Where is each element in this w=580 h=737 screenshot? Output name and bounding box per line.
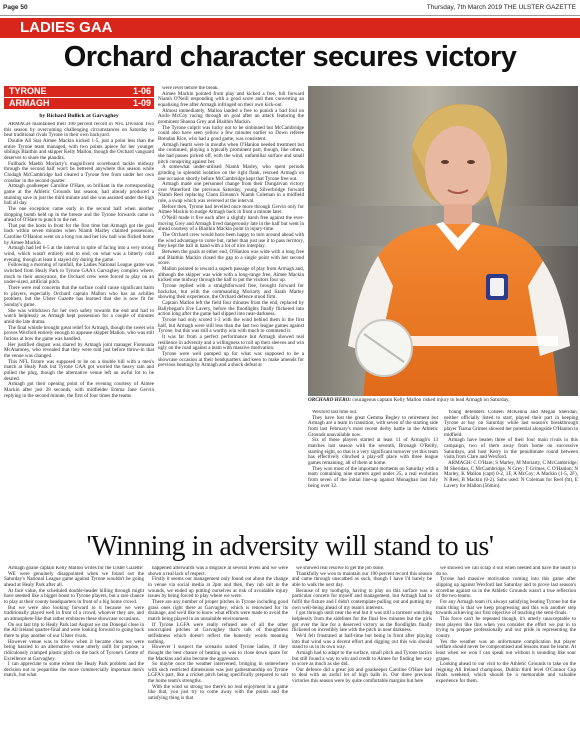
- article-paragraph: I can appreciate to some extent the Healy Park problem and the decision not to jeopardise the more commercially important men's match, but what: [4, 661, 144, 679]
- page-number: Page 50: [3, 4, 28, 11]
- article-paragraph: The final whistle brought great relief for Armagh, though the sweet win proves Wexford entirely enough to appease skipper Mallon, who was still furious at how the game was handled.: [4, 324, 154, 342]
- article-column-1: [4, 122, 154, 524]
- article-paragraph: Six of those players started at least 11 of Armagh's 13 matches last season with the seventh, Bronagh O'Reilly, starting eight, so that is a very significant turnover yet this team has effectively clinched a play-off place with three league games remaining, all of them at home.: [308, 437, 438, 466]
- article-paragraph: If Tyrone LGFA were really refused use of all the other unoccupied pitches at Garvaghey that's talk of thoughtless selfishness which doesn't reflect the honestly words meaning nothing.: [148, 621, 288, 645]
- article-paragraph: Aimee Mackin pointed from play and kicked a free, full forward Niamh O'Neill responding with a good score and then converting an equalising free after Armagh infringed on their own kick-out.: [158, 90, 304, 108]
- article-column-2: [158, 86, 304, 524]
- article-paragraph: Between the goals at either end, O'Hanlon was wide with a long free and Blaithin Mackin closed the gap to a single point with her second score.: [158, 249, 304, 267]
- article-paragraph: Tyrone replied with a straightforward free, brought forward for backchat, but with the commanding Moriarty and Sarah Marley showing their experience, the Orchard defence stood firm.: [158, 282, 304, 301]
- article-paragraph: With the wind so strong too there's no real enjoyment in a game like that, you just try to come away with the points and the satisfying thing is that: [148, 683, 288, 702]
- article-paragraph: ARMAGH maintained their 100 percent record in NFL Division Two this season by overcoming challenging circumstances on Saturday to beat traditional rivals Tyrone in their own backyard.: [4, 122, 154, 139]
- article-paragraph: For any Armagh team it's always satisfying beating Tyrone but the main thing is that we keep progressing and this win another step towards achieving our first objective of reaching the semi-finals.: [436, 598, 576, 617]
- photo-caption: [308, 397, 578, 403]
- article-paragraph: But we were also looking forward to it because we were traditionally played well in front of a crowd, whoever they are, and an atmosphere like that rather embraces these showcase occasions.: [4, 604, 144, 622]
- article-paragraph: The Tyrone culprit was lucky not to be sinbinned but McCambridge could also have seen yellow a few minutes earlier so Down referee Brendan Rice, who had a good game, was consistent.: [158, 124, 304, 142]
- article-paragraph: were level before the break.: [162, 86, 219, 91]
- article-column-4: [444, 410, 578, 524]
- lower-column-1: [4, 566, 144, 734]
- article-paragraph: We'd felt frustrated at half-time but being in front after playing into that wind was a decent effort and digging out this win should stand to us in its own way.: [292, 632, 432, 651]
- article-paragraph: There were real concerns that the surface could cause significant harm to players, especially Orchard captain Mallon who has an achilles problem, but the Ulster Gazette has learned that she is now fit for Sunday's game.: [4, 285, 154, 308]
- article-paragraph: Armagh made one personnel change from their Dungarvan victory over Waterford the previous Saturday, young Silverbridge forward Niamh Reel replacing Clann Eireann's Niamh Coleman in a midfield role, a swap which was reversed at the interval.: [158, 181, 304, 205]
- score-team: ARMAGH: [9, 98, 50, 108]
- article-paragraph: Double All Star Aimee Mackin kicked 1-5, just a point less than the entire Tyrone team managed, with two points apiece for her younger siblings Blaithin and skipper Kelly Mallon, though the Orchard vanguard deserves to share the plaudits.: [4, 137, 154, 161]
- caption-text: courageous captain Kelly Mallon risked injury to lead Armagh on Saturday.: [352, 397, 510, 403]
- score-row-tyrone: [4, 86, 154, 97]
- article-paragraph: Armagh hearts were in mouths when O'Hanlon needed treatment but she continued, playing a typically prominent part, though, like others, she had passes picked off, with the wind, unfamiliar surface and small pitch conspiring against her.: [158, 141, 304, 165]
- article-paragraph: Firstly it seems our management only found out about the change in venue via social media at 2pm and then, they rub salt in the wounds, we ended up putting ourselves at risk of avoidable injury issues by being forced to play where we were.: [148, 576, 288, 600]
- caption-lead: ORCHARD HERO:: [308, 397, 352, 403]
- article-paragraph: Before then, Tyrone had levelled once more through Gervin only for Aimee Mackin to nudge Armagh back in front a minute later.: [158, 203, 304, 216]
- byline: by Richard Bullick at Garvaghey: [39, 113, 119, 119]
- article-paragraph: we showed we can scrap it out when needed and have the heart to do so.: [436, 566, 576, 577]
- score-row-armagh: [4, 98, 154, 109]
- article-paragraph: Thankfully we won to maintain our 100 percent record this season and came through unscathed as such, though I have I'd barely be able to walk the next day.: [292, 570, 432, 588]
- section-label: LADIES GAA: [0, 18, 127, 38]
- article-paragraph: She was withdrawn for her own safety towards the end and had to watch helplessly as Armagh kept possession for a couple of minutes amid the late drama.: [4, 307, 154, 325]
- article-paragraph: However I suspect the scenario suited Tyrone ladies, if they thought the best chance of beating us was to close down space for the Mackins and also become the aggressors.: [148, 644, 288, 662]
- issue-date: Thursday, 7th March 2019 THE ULSTER GAZETTE: [426, 4, 576, 11]
- article-paragraph: It was far from a perfect performance but Armagh showed real resilience in adversity and a willingness to roll up their sleeves and win ugly on the road against a team with massive motivation.: [158, 333, 304, 352]
- article-paragraph: Tyrone were well pumped up for what was supposed to be a showcase occasion at their headquarters and keen to make amends for previous beatings by Armagh and a shock defeat at: [158, 350, 304, 369]
- article-paragraph: Almost immediately, Mallon landed a free to punish a bad foul on Aoife McCoy racing through on goal after an attack featuring the prominent Shauna Grey and Blaithin Mackin.: [158, 107, 304, 125]
- article-paragraph: Because of my toothgrip, having to play on this surface was a particular concern for myself and management, but Armagh had to fulfil the fixture and I didn't contemplate pulling out and putting my own well-being ahead of my team's interests.: [292, 587, 432, 611]
- score-value: 1-09: [132, 98, 151, 108]
- article-paragraph: WE were genuinely disappointed when we found out the Saturday's National League game against Tyrone wouldn't be going ahead at Healy Park after all.: [4, 570, 144, 588]
- article-paragraph: At face value, the scheduled double-header billing through might have seemed like a bigger boost to Tyrone players, but a rare chance to play at their county headquarters in front of a big home crowd.: [4, 587, 144, 605]
- article-paragraph: There are any number of proper pitches in Tyrone including good grass ones right there at Garvaghey, which is renowned for its drainage, and we'd like to know what efforts were made to avoid the match being played in an unsuitable environment.: [148, 598, 288, 622]
- article-paragraph: Tyrone had only scored 1-3 with the wind behind them in the first half, but Armagh were still less than the last two league games against Tyrone, but this was still a worthy win with much to commend it.: [158, 316, 304, 335]
- article-paragraph: Mallon pointed to reward a superb passage of play from Armagh and, although the skipper was wide with a long-range free, Aimee Mackin kicked one midway through the half to put the visitors four up.: [158, 266, 304, 284]
- article-paragraph: They have lost the great Gemma Begley to retirement but Armagh are a team in transition, with seven of the starting side from last February's most recent derby battle in the Athletic Grounds unavailable now.: [308, 414, 438, 438]
- article-paragraph: The one exception came early in the second half when another dropping bomb held up in the breeze and the Tyrone forwards came in ahead of O'Hare to punch to the net.: [4, 205, 154, 224]
- article-paragraph: Our defence did a great job and goalkeeper Caroline O'Hare had to deal with an awful lot of high balls in. Our three previous victories this season were by quite comfortable margins but here: [292, 666, 432, 685]
- article-paragraph: Yes the weather was an unfortunate complication but player welfare should never be compromised and lessons must be learnt. At least when we won I can speak out without it sounding like sour grapes.: [436, 638, 576, 662]
- article-paragraph: A somewhat under-utilised Niamh Marley, who spent periods grinding in splendid isolation on the right flank, rescued Armagh on one occasion shortly before McCambridge kept that Tyrone free out.: [158, 164, 304, 182]
- article-column-3: [308, 410, 438, 524]
- article-paragraph: Young defenders Colleen McKenna and Megan Sheridan, neither officially listed to start, played their part in keeping Tyrone at bay on Saturday while last season's breakthrough player Tiarna Grimes showed her potential alongside O'Hanlon in midfield.: [444, 410, 578, 438]
- article-paragraph: Looking ahead to our visit to the Athletic Grounds to take on the reigning All Ireland champions, Dublin third level O'Connor Cup finals weekend, which should be a memorable and valuable experience for them.: [436, 661, 576, 685]
- article-paragraph: I got through until near the end but it was still a torment watching helplessly from the sidelines for the final few minutes but the girls got over the line for a deserved victory as the floodlights finally flickered on incredibly late with the pitch in near darkness.: [292, 610, 432, 634]
- article-paragraph: Armagh had to adapt to the surface, small pitch and Tyrone tactics but still found a way to win and credit to Aimee for finding her way to score as much as she did.: [292, 649, 432, 668]
- article-paragraph: Fullback Maebh Moriarty's magnificent scoreboard tackle midway through the second half won't be bettered anywhere this season while Clodagh McCambridge had cleared a Tyrone free from under her own crossbar in the second quarter.: [4, 160, 154, 184]
- article-paragraph: Captain Mallon left the field four minutes from the end, replaced by Ballyhegan's Eve Lavery, before the floodlights finally flickered into action long after the game had slipped into near-darkness.: [158, 299, 304, 318]
- player-photo: [308, 86, 578, 396]
- article-paragraph: So maybe once the weather intervened, bringing in somewhere with such restricted dimensions was just gamesmanship on Tyrone LGFA's part, like a cricket pitch being specifically prepared to suit the home team's strengths.: [148, 661, 288, 685]
- section-band: [0, 18, 580, 38]
- article-paragraph: Following a morning of rainfall, the Ladies National League game was switched from Healy Park to Tyrone GAA's Garvaghey complex where, much to their annoyance, the Orchard crew were forced to play on an under-sized, artificial pitch.: [4, 262, 154, 286]
- lower-column-4: [436, 566, 576, 734]
- article-paragraph: On our last trip to Healy Park last August we ran Donegal close in the All Ireland quarter-final and were looking forward to going back there to play another of our Ulster rivals.: [4, 621, 144, 639]
- article-paragraph: Armagh got their opening point of the evening courtesy of Aimee Mackin after just 28 seconds, with midfielder Emma Jane Gervin replying in the second minute, the first of four times the teams: [4, 381, 154, 399]
- score-team: TYRONE: [9, 86, 47, 96]
- article-paragraph: That put the hosts in front for the first time but Armagh got the goal back within seven minutes when Niamh Marley claimed possession, Caroline O'Hanlon went on a long run and her low ball was flicked home by Aimee Mackin.: [4, 222, 154, 246]
- article-paragraph: happened afterwards was a disgrace at several levels and we were shown a real lack of respect.: [148, 566, 288, 577]
- player-photo-illustration: [308, 86, 578, 396]
- article-paragraph: ARMAGH: C O'Hare; S Marley, M Moriarty, C McCambridge; M Sheridan, C McCambridge, N Grey; T Grimes, C O'Hanlon; N Marley, K Mallon (capt) 0-2, 1F, A McCoy; A Mackin (1-5, 2F), N Reel, B Mackin (0-2). Subs used: N Coleman for Reel (ht), E Lavery for Mallon (56min).: [444, 459, 578, 489]
- article-paragraph: They won most of the important moments on Saturday with a team containing nine starters aged under 25, a real evolution from seven of the initial line-up against Monaghan last July being over 32.: [308, 465, 438, 489]
- article-paragraph: O'Neill made it five each after a slightly harsh free against the ever-moving Grey and Armagh lived dangerously late in the half but went in ahead courtesy of a Blaithin Mackin point in injury-time.: [158, 215, 304, 233]
- lower-column-2: [148, 566, 288, 734]
- pull-quote: 'Winning in adversity will stand to us': [86, 531, 494, 562]
- article-paragraph: Her justified disgust was shared by Armagh joint manager Fionnuala McAtamney, who revealed that they were told just before throw-in that the venue was changed.: [4, 341, 154, 359]
- article-paragraph: we showed real resolve to get the job done.: [296, 566, 385, 571]
- article-paragraph: The Orchard crew would have been happy to turn around ahead with the wind advantage to come but, rather than just use it to pass territory, they kept the ball in hand with a lot of nice interplay.: [158, 232, 304, 250]
- article-paragraph: Armagh goalkeeper Caroline O'Hare, so brilliant in the corresponding game at the Athletic Grounds last season, had already produced a stunning save in just the third minute and she was assisted under the high ball all day.: [4, 183, 154, 207]
- lower-column-3: [292, 566, 432, 734]
- article-paragraph: However venue was to follow when it became clear we were being hassled to an alternative venue utterly unfit for purpose, a ridiculously cramped plastic pitch on the back of Tyrone's Centre of Excellence at Garvaghey.: [4, 638, 144, 662]
- headline: Orchard character secures victory: [63, 41, 517, 73]
- article-paragraph: Armagh had led 6-5 at the interval in spite of facing into a very strong wind, which wasn't entirely end to end, on what was a bitterly cold evening, though at least it stayed dry during the game.: [4, 245, 154, 263]
- article-paragraph: Wexford last time out.: [312, 410, 358, 415]
- article-paragraph: This NFL fixture was supposed to be on a double bill with a men's match at Healy Park but Tyrone GAA got worried the heavy rain and pulled the plug, though the alternative venue left an awful lot to be desired.: [4, 358, 154, 382]
- page-header: [0, 0, 580, 16]
- article-paragraph: Tyrone had massive motivation coming into this game after slipping up against Wexford last Saturday and to prove last season's scoreline against us in the Athletic Grounds wasn't a true reflection of the two teams.: [436, 576, 576, 600]
- article-paragraph: This force can't be repeated though, it's utterly unacceptable to treat players like this when you consider the effort we put in to trying to prepare professionally and our pride in representing the county.: [436, 615, 576, 639]
- article-paragraph: Armagh goalie captain Kelly Mallon writes for the Ulster Gazette:: [8, 566, 144, 571]
- score-value: 1-06: [132, 86, 151, 96]
- article-paragraph: Armagh have beaten three of their four main rivals in this campaign, two of them away from home on successive Saturdays, and host Kerry in the penultimate round between visits from Clare and Wexford.: [444, 437, 578, 461]
